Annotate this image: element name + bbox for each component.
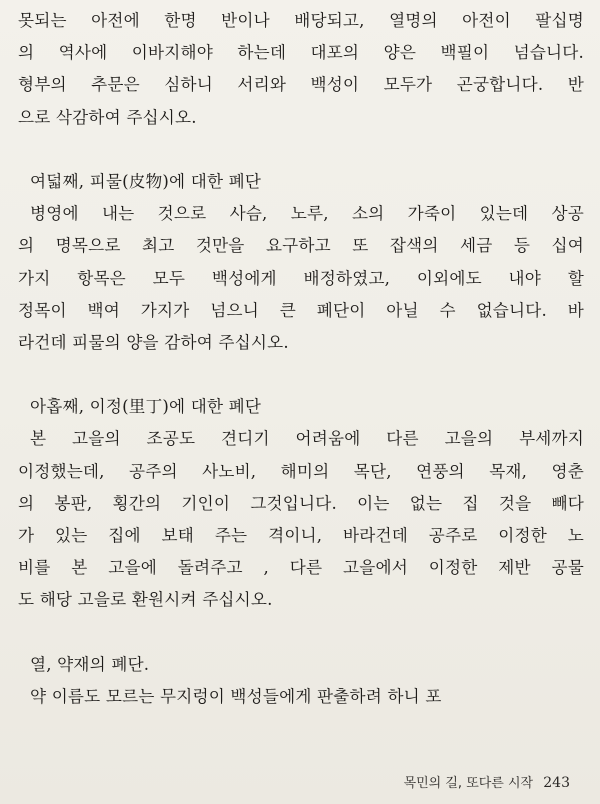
text-line: 가지 항목은 모두 백성에게 배정하였고, 이외에도 내야 할 xyxy=(18,268,584,288)
page-body-text xyxy=(18,5,584,713)
text-line: 병영에 내는 것으로 사슴, 노루, 소의 가죽이 있는데 상공 xyxy=(30,204,584,224)
text-line: 도 해당 고을로 환원시켜 주십시오. xyxy=(18,590,273,610)
paragraph-gap xyxy=(18,617,584,649)
paragraph-gap xyxy=(18,359,584,391)
text-line: 가 있는 집에 보태 주는 격이니, 바라건데 공주로 이정한 노 xyxy=(18,526,584,545)
text-line: 의 역사에 이바지해야 하는데 대포의 양은 백필이 넘습니다. xyxy=(18,43,584,63)
text-line: 비를 본 고을에 돌려주고 , 다른 고을에서 이정한 제반 공물 xyxy=(18,558,584,578)
text-line: 라건데 피물의 양을 감하여 주십시오. xyxy=(18,332,289,352)
text-line: 못되는 아전에 한명 반이나 배당되고, 열명의 아전이 팔십명 xyxy=(18,11,584,30)
paragraph-gap xyxy=(18,134,584,166)
text-line: 본 고을의 조공도 견디기 어려움에 다른 고을의 부세까지 xyxy=(30,429,584,449)
book-title: 목민의 길, 또다른 시작 xyxy=(403,776,534,791)
text-line: 의 명목으로 최고 것만을 요구하고 또 잡색의 세금 등 십여 xyxy=(18,236,584,256)
running-footer xyxy=(404,772,570,791)
text-line: 정목이 백여 가지가 넘으니 큰 폐단이 아닐 수 없습니다. 바 xyxy=(18,300,584,320)
text-line: 으로 삭감하여 주십시오. xyxy=(18,107,197,127)
text-line: 형부의 추문은 심하니 서리와 백성이 모두가 곤궁합니다. 반 xyxy=(18,75,584,95)
text-line: 의 봉판, 횡간의 기인이 그것입니다. 이는 없는 집 것을 빼다 xyxy=(18,493,584,513)
text-line: 약 이름도 모르는 무지렁이 백성들에게 판출하려 하니 포 xyxy=(30,686,442,706)
page-number: 243 xyxy=(543,775,570,791)
section-heading: 아홉째, 이정(里丁)에 대한 폐단 xyxy=(30,397,262,417)
text-line: 이정했는데, 공주의 사노비, 해미의 목단, 연풍의 목재, 영춘 xyxy=(18,461,584,481)
section-heading: 열, 약재의 폐단. xyxy=(30,654,150,674)
section-heading: 여덟째, 피물(皮物)에 대한 폐단 xyxy=(30,171,262,191)
